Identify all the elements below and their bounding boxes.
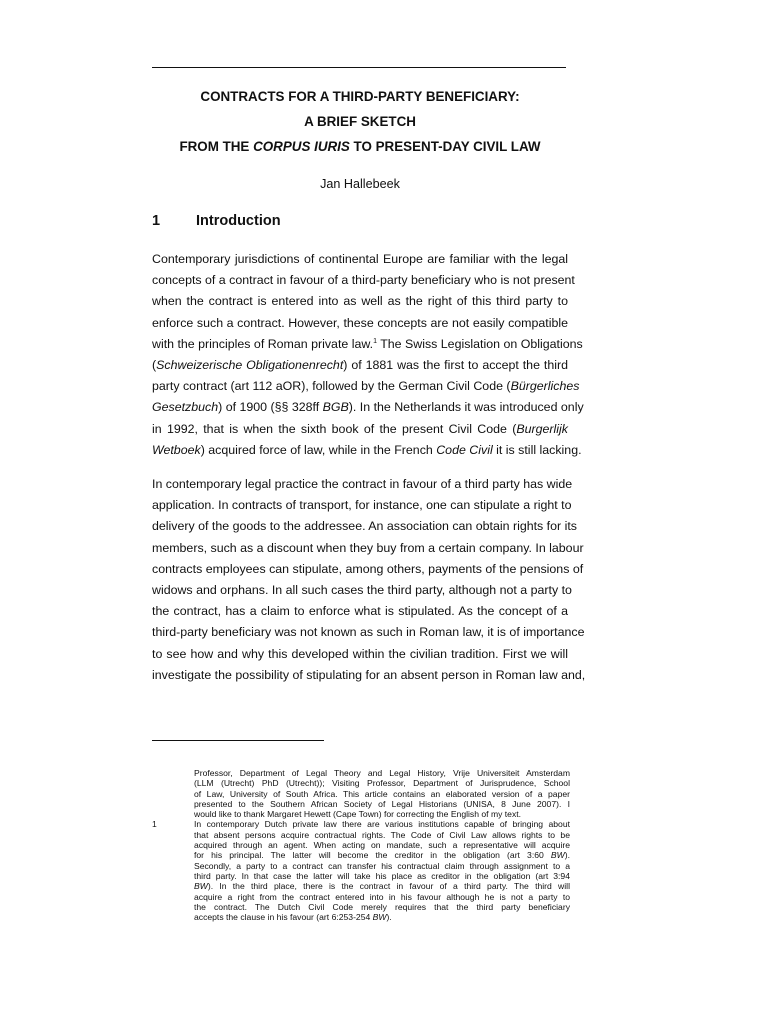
footnote-line: BW). In the third place, there is the contract in favour of a third party. The third will — [194, 881, 570, 892]
footnote-line: In contemporary Dutch private law there are various institutions capable of bringing about — [194, 819, 570, 830]
footnote-line: third party. In that case the latter will take his place as creditor in the obligation (art 3:94 — [194, 870, 570, 881]
paragraph-1-line — [152, 355, 568, 376]
paragraph-1-line — [152, 376, 580, 397]
text-run: in 1992, that is when the sixth book of the present Civil Code ( — [152, 421, 517, 436]
text-run: concepts of a contract in favour of a third-party beneficiary who is not present — [152, 273, 575, 288]
section-title: Introduction — [196, 213, 281, 229]
paragraph-2-line: the contract, has a claim to enforce what is stipulated. As the concept of a — [152, 604, 568, 619]
title-line-3-pre: FROM THE — [179, 139, 254, 154]
text-run: party contract (art 112 aOR), followed by the German Civil Code ( — [152, 379, 511, 394]
footnote-line: (LLM (Utrecht) PhD (Utrecht)); Visiting Professor, Department of Jurisprudence, School — [194, 778, 570, 789]
paragraph-1-line — [152, 291, 568, 312]
footnote-line: Secondly, a party to a contract can transfer his contractual claim through assignment to a — [194, 860, 570, 871]
footnote-line: for his principal. The latter will become the creditor in the obligation (art 3:60 BW). — [194, 850, 570, 861]
text-run: when the contract is entered into as well as the right of this third party to — [152, 294, 568, 309]
italic-term: BGB — [322, 400, 349, 415]
title-line-3 — [140, 138, 580, 163]
title-line-1: CONTRACTS FOR A THIRD-PARTY BENEFICIARY: — [200, 89, 520, 104]
text-run: The Swiss Legislation on Obligations — [376, 336, 583, 351]
paragraph-1 — [152, 249, 584, 461]
paragraph-2-line: members, such as a discount when they buy from a certain company. In labour — [152, 540, 584, 555]
text-run: with the principles of Roman private law. — [152, 336, 374, 351]
paragraph-1-line — [152, 440, 582, 461]
paragraph-2 — [152, 474, 586, 686]
footnote-line: the contract. The Dutch Civil Code merely requires that the third party beneficiary — [194, 901, 570, 912]
italic-term: Gesetzbuch — [152, 400, 219, 415]
section-number: 1 — [152, 213, 161, 229]
italic-term: BW — [550, 850, 565, 861]
footnote-mark — [152, 768, 194, 819]
footnote-line: that absent persons acquire contractual rights. The Code of Civil Law allows rights to be — [194, 829, 570, 840]
footnote — [152, 819, 572, 922]
title-line-3-post: TO PRESENT-DAY CIVIL LAW — [349, 139, 541, 154]
paragraph-2-line: widows and orphans. In all such cases the third party, although not a party to — [152, 582, 572, 597]
footnote-ref: 1 — [373, 337, 377, 345]
footnote-line: presented to the Southern African Society of Legal Historians (UNISA, 8 June 2007). I — [194, 798, 570, 809]
italic-term: Bürgerliches — [510, 379, 580, 394]
footnote — [152, 768, 572, 819]
paragraph-2-line: investigate the possibility of stipulating for an absent person in Roman law and, — [152, 667, 586, 682]
footnote-line: accepts the clause in his favour (art 6:253-254 BW). — [194, 912, 392, 923]
title-line-2: A BRIEF SKETCH — [304, 114, 416, 129]
footnotes — [152, 768, 572, 922]
footnote-mark: 1 — [152, 819, 157, 830]
footnote-line: Professor, Department of Legal Theory and Legal History, Vrije Universiteit Amsterdam — [194, 768, 570, 778]
italic-term: Wetboek — [152, 442, 201, 457]
text-run: Contemporary jurisdictions of continental Europe are familiar with the legal — [152, 252, 568, 266]
text-run: ) of 1900 (§§ 328ff — [218, 400, 323, 415]
text-run: ) acquired force of law, while in the French — [200, 442, 437, 457]
footnote-line: would like to thank Margaret Hewett (Cape Town) for correcting the English of my text. — [194, 809, 522, 820]
paragraph-1-line — [152, 397, 584, 418]
text-run: it is still lacking. — [492, 442, 582, 457]
paragraph-1-line — [152, 249, 568, 270]
paragraph-1-line — [152, 419, 568, 440]
italic-term: BW — [372, 912, 387, 923]
footnote-line: of Law, University of South Africa. This article contains an elaborated version of a paper — [194, 788, 570, 799]
text-run: enforce such a contract. However, these concepts are not easily compatible — [152, 315, 568, 330]
paragraph-1-line — [152, 270, 575, 291]
top-rule — [152, 67, 566, 68]
italic-term: Code Civil — [436, 442, 493, 457]
italic-term: BW — [194, 881, 208, 892]
text-run: ( — [152, 357, 157, 372]
paragraph-2-line: application. In contracts of transport, for instance, one can stipulate a right to — [152, 498, 572, 513]
author-name: Jan Hallebeek — [320, 177, 400, 191]
paragraph-2-line: In contemporary legal practice the contract in favour of a third party has wide — [152, 477, 573, 491]
paper-title — [140, 88, 580, 163]
paragraph-2-line: contracts employees can stipulate, among others, payments of the pensions of — [152, 561, 584, 576]
paragraph-2-line: to see how and why this developed within the civilian tradition. First we will — [152, 646, 568, 661]
section-heading — [152, 213, 281, 229]
paragraph-2-line: third-party beneficiary was not known as such in Roman law, it is of importance — [152, 625, 585, 640]
italic-term: Schweizerische Obligationenrecht — [156, 357, 344, 372]
footnote-line: acquire a right from the contract entered into in his favour although he is not a party to — [194, 891, 570, 902]
footnote-body — [194, 768, 570, 819]
paragraph-1-line — [152, 313, 568, 334]
footnote-rule — [152, 740, 324, 741]
footnote-line: acquired through an agent. When acting on mandate, such a representative will acquire — [194, 840, 570, 851]
text-run: ) of 1881 was the first to accept the third — [343, 357, 568, 372]
paragraph-2-line: delivery of the goods to the addressee. An association can obtain rights for its — [152, 519, 577, 534]
paragraph-1-line — [152, 334, 583, 355]
italic-term: Burgerlijk — [516, 421, 568, 436]
title-line-3-italic: CORPUS IURIS — [253, 139, 350, 154]
text-run: ). In the Netherlands it was introduced only — [348, 400, 584, 415]
footnote-body — [194, 819, 570, 922]
